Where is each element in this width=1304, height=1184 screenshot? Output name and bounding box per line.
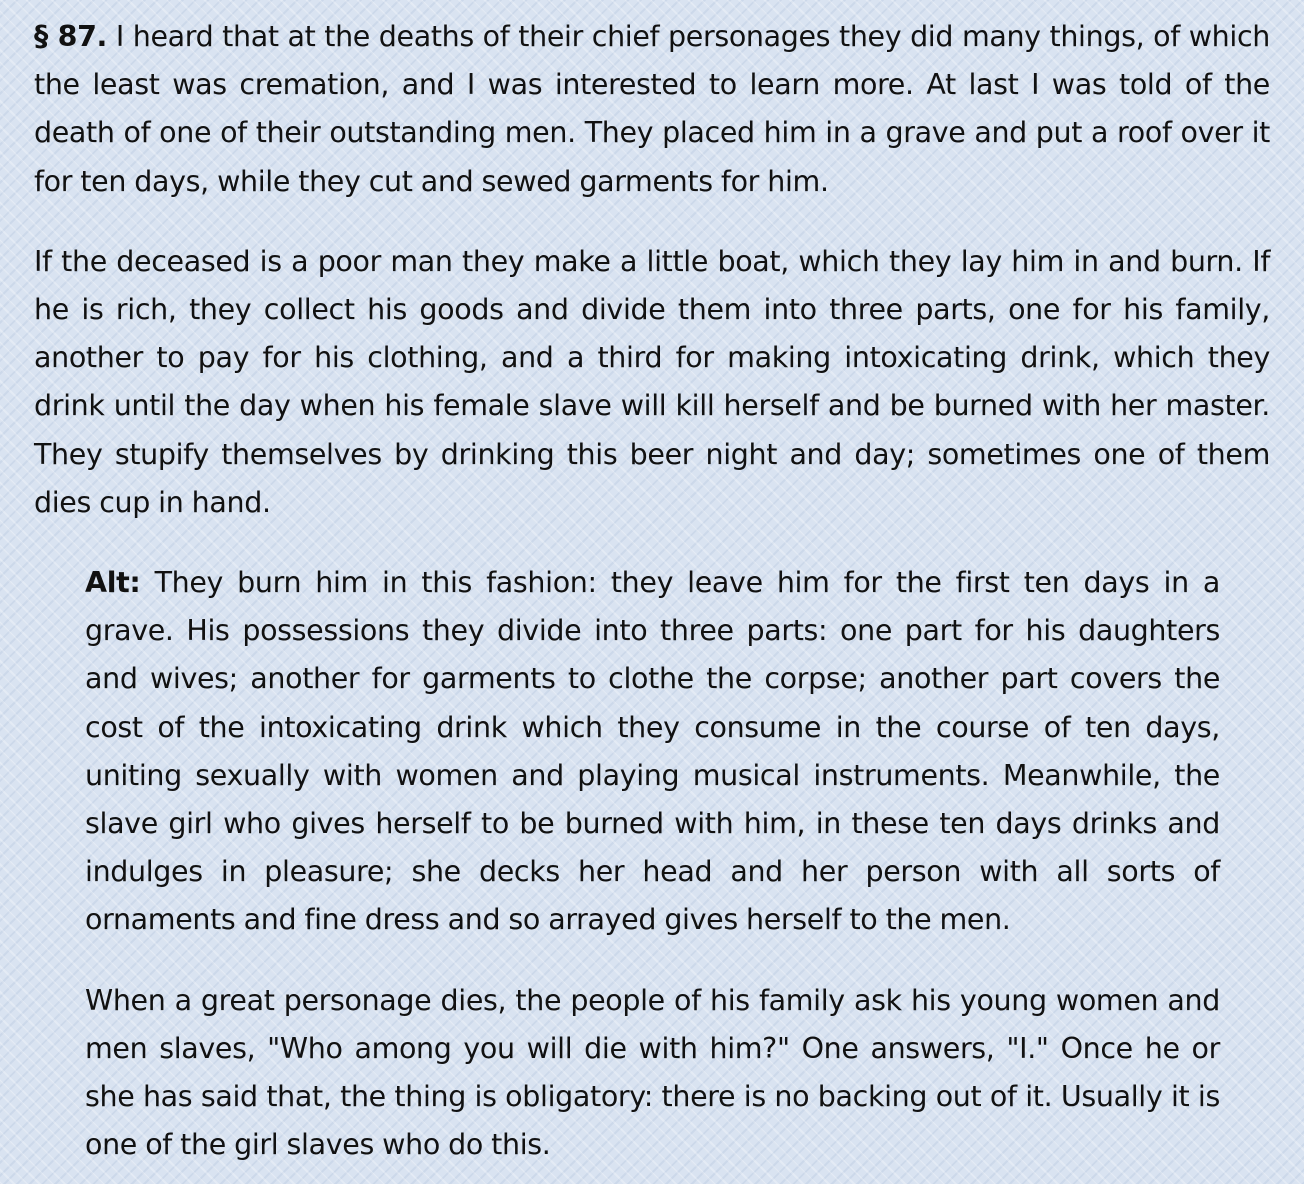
alt-label: Alt:: [85, 566, 141, 600]
alt-paragraph-2: When a great personage dies, the people of his family ask his young women and men slaves, "Who among you will die with him?" One answers, "I." Once he or she has said that, the thing is obligatory: there is no backing out of it. Usually it is one of the girl slaves who do this.: [85, 983, 1220, 1162]
section-label: § 87.: [34, 20, 108, 53]
section-paragraph-1-text: I heard that at the deaths of their chief personages they did many things, of which the least was cremation, and I was interested to learn more. At last I was told of the death of one of their outstanding men. They placed him in a grave and put a roof over it for ten days, while they cut and sewed garments for him.: [34, 20, 1270, 198]
alt-translation-block: [85, 559, 1220, 1169]
alt-paragraph-1: [85, 559, 1220, 945]
section-paragraph-1: [34, 13, 1270, 206]
alt-paragraph-1-text: They burn him in this fashion: they leave him for the first ten days in a grave. His possessions they divide into three parts: one part for his daughters and wives; another for garments to clothe the corpse; another part covers the cost of the intoxicating drink which they consume in the course of ten days, uniting sexually with women and playing musical instruments. Meanwhile, the slave girl who gives herself to be burned with him, in these ten days drinks and indulges in pleasure; she decks her head and her person with all sorts of ornaments and fine dress and so arrayed gives herself to the men.: [85, 566, 1220, 937]
section-paragraph-2: If the deceased is a poor man they make a little boat, which they lay him in and burn. If he is rich, they collect his goods and divide them into three parts, one for his family, another to pay for his clothing, and a third for making intoxicating drink, which they drink until the day when his female slave will kill herself and be burned with her master. They stupify themselves by drinking this beer night and day; sometimes one of them dies cup in hand.: [34, 244, 1270, 519]
document-body: [34, 13, 1270, 1169]
